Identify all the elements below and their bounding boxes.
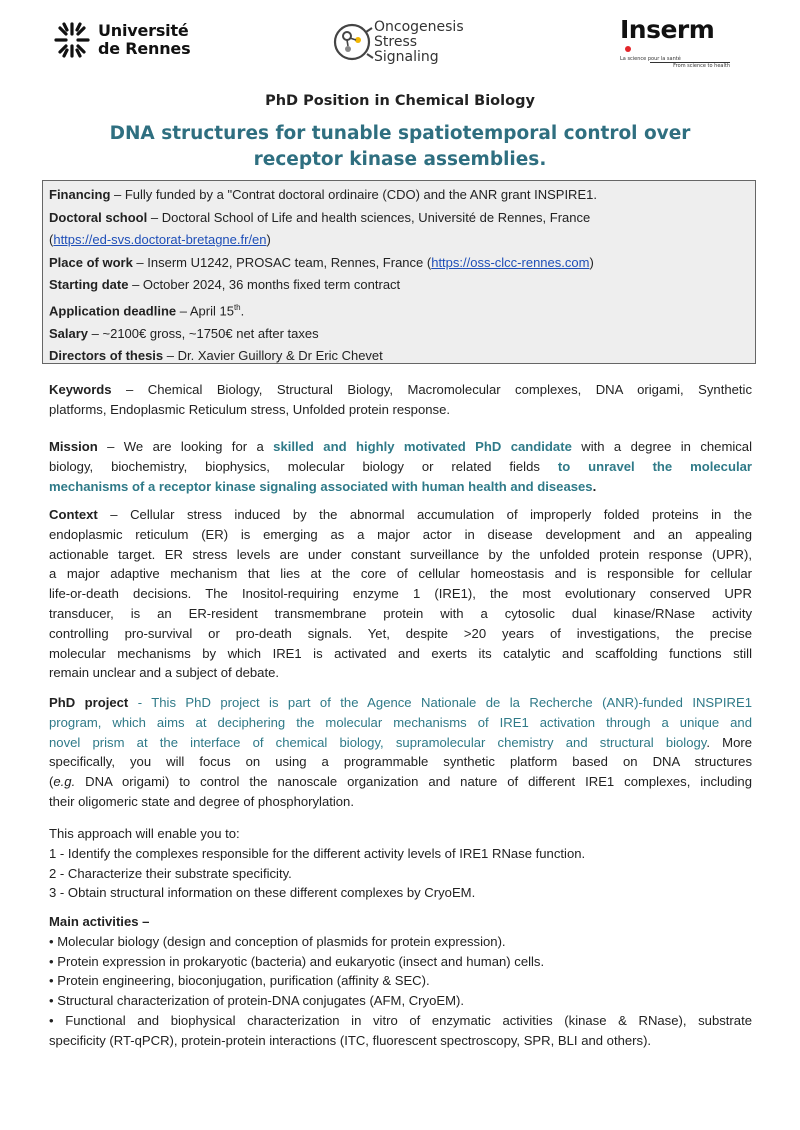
oss-logo-line2: Stress: [374, 33, 418, 50]
activity-item-2: • Protein expression in prokaryotic (bacteria) and eukaryotic (insect and human) cells.: [49, 953, 545, 969]
context-line-4: a major adaptive mechanism that lies at the core of cellular homeostasis and is responsible for cellular: [49, 566, 752, 582]
activity-item-3: • Protein engineering, bioconjugation, purification (affinity & SEC).: [49, 973, 430, 989]
team-website-link[interactable]: https://oss-clcc-rennes.com: [431, 254, 590, 270]
keywords-section: [49, 380, 752, 420]
inserm-tagline-en: From science to health: [650, 62, 730, 69]
salary-label: Salary: [49, 325, 89, 341]
main-title-line-1: DNA structures for tunable spatiotemporal control over: [109, 123, 691, 144]
main-title-line-2: receptor kinase assemblies.: [253, 149, 547, 170]
keywords-line-2: platforms, Endoplasmic Reticulum stress, Unfolded protein response.: [49, 401, 450, 417]
context-line-8: molecular mechanisms by which IRE1 is activated and exerts its catalytic and scaffolding functions still: [49, 645, 752, 661]
activity-item-1: • Molecular biology (design and conception of plasmids for protein expression).: [49, 933, 506, 949]
place-of-work-value: – Inserm U1242, PROSAC team, Rennes, France (: [132, 254, 432, 270]
project-line-3: novel prism at the interface of chemical biology, supramolecular chemistry and structural biology. More: [49, 734, 752, 750]
financing-row: [49, 184, 755, 207]
activity-item-4: • Structural characterization of protein-DNA conjugates (AFM, CryoEM).: [49, 993, 465, 1009]
doctoral-school-value: – Doctoral School of Life and health sciences, Université de Rennes, France: [147, 209, 591, 225]
place-of-work-row: Place of work – Inserm U1242, PROSAC team, Rennes, France (https://oss-clcc-rennes.com): [49, 254, 594, 270]
context-section: [49, 505, 752, 683]
mission-label: Mission: [49, 439, 98, 454]
activity-item-5: • Functional and biophysical characterization in vitro of enzymatic activities (kinase & RNase), substrate: [49, 1012, 752, 1028]
rennes-logo-line2: de Rennes: [98, 39, 191, 58]
mission-section: [49, 437, 752, 496]
approach-item-3: 3 - Obtain structural information on these different complexes by CryoEM.: [49, 885, 476, 901]
application-deadline-value: – April 15: [176, 303, 234, 319]
directors-label: Directors of thesis: [49, 348, 164, 364]
oss-molecule-icon: [330, 18, 374, 66]
rennes-star-icon: [52, 20, 92, 60]
context-line-1: Context – Cellular stress induced by the abnormal accumulation of improperly folded proteins in the: [49, 507, 752, 522]
project-label: PhD project: [49, 695, 129, 710]
context-line-2: endoplasmic reticulum (ER) is emerging as a major actor in disease development and an appealing: [49, 526, 752, 542]
keywords-label: Keywords: [49, 382, 112, 397]
financing-value: – Fully funded by a "Contrat doctoral ordinaire (CDO) and the ANR grant INSPIRE1.: [110, 187, 597, 202]
project-line-2: program, which aims at deciphering the molecular mechanisms of IRE1 activation through a unique and: [49, 714, 752, 730]
doctoral-school-link[interactable]: https://ed-svs.doctorat-bretagne.fr/en: [53, 232, 267, 248]
approach-section: [49, 824, 752, 903]
position-info-box: [42, 180, 756, 364]
application-deadline-label: Application deadline: [49, 303, 177, 319]
page-header: [0, 0, 800, 80]
project-line-5: (e.g. DNA origami) to control the nanoscale organization and nature of different IRE1 complexes, including: [49, 774, 752, 790]
directors-value: – Dr. Xavier Guillory & Dr Eric Chevet: [163, 348, 383, 364]
main-title: [60, 121, 740, 173]
context-line-5: life-or-death decisions. The Inositol-requiring enzyme 1 (IRE1), the most evolutionary conserved UPR: [49, 586, 752, 602]
starting-date-value: – October 2024, 36 months fixed term contract: [128, 277, 401, 293]
project-line-6: their oligomeric state and degree of phosphorylation.: [49, 793, 354, 809]
phd-project-section: [49, 693, 752, 812]
doctoral-school-row: [49, 207, 755, 230]
salary-value: – ~2100€ gross, ~1750€ net after taxes: [88, 325, 319, 341]
oss-logo-line3: Signaling: [374, 48, 439, 65]
place-of-work-label: Place of work: [49, 254, 133, 270]
context-label: Context: [49, 507, 98, 522]
position-title: PhD Position in Chemical Biology: [265, 93, 535, 109]
starting-date-row: [49, 274, 755, 297]
inserm-wordmark: Inserm: [620, 15, 715, 44]
activities-label: Main activities: [49, 914, 139, 929]
oss-logo-line1: Oncogenesis: [374, 18, 464, 35]
doctoral-school-label: Doctoral school: [49, 209, 148, 225]
directors-row: [49, 345, 755, 368]
keywords-line-1: Keywords – Chemical Biology, Structural Biology, Macromolecular complexes, DNA origami, Synthetic: [49, 382, 752, 397]
approach-item-1: 1 - Identify the complexes responsible for the different activity levels of IRE1 RNase function.: [49, 845, 586, 861]
project-line-1: PhD project - This PhD project is part of the Agence Nationale de la Recherche (ANR)-funded INSPIRE1: [49, 695, 753, 710]
activity-item-5-cont: specificity (RT-qPCR), protein-protein interactions (ITC, fluorescent spectroscopy, SPR, BLI and others).: [49, 1032, 652, 1048]
starting-date-label: Starting date: [49, 277, 129, 293]
mission-line-3: mechanisms of a receptor kinase signaling associated with human health and diseases.: [49, 478, 597, 494]
financing-label: Financing: [49, 187, 111, 202]
context-line-6: transducer, is an ER-resident transmembrane protein with a cytosolic dual kinase/RNase activity: [49, 605, 752, 621]
context-line-9: remain unclear and a subject of debate.: [49, 665, 280, 681]
universite-de-rennes-logo: [52, 20, 190, 60]
application-deadline-row: Application deadline – April 15th.: [49, 302, 245, 319]
inserm-red-dot-icon: [625, 46, 631, 52]
inserm-logo: [620, 16, 730, 69]
activities-heading: Main activities –: [49, 914, 150, 929]
salary-row: [49, 323, 755, 346]
project-line-4: specifically, you will focus on using a programmable synthetic platform based on DNA structures: [49, 754, 752, 770]
approach-item-2: 2 - Characterize their substrate specificity.: [49, 865, 292, 881]
oncogenesis-stress-signaling-logo: [330, 18, 464, 66]
context-line-3: actionable target. ER stress levels are under constant surveillance by the unfolded protein response (UPR),: [49, 546, 752, 562]
rennes-logo-line1: Université: [98, 21, 189, 40]
mission-line-2: biology, biochemistry, biophysics, molecular biology or related fields to unravel the molecular: [49, 458, 752, 474]
approach-intro: This approach will enable you to:: [49, 826, 240, 841]
main-activities-section: [49, 912, 752, 1051]
deadline-suffix: th: [233, 302, 241, 312]
mission-line-1: Mission – We are looking for a skilled and highly motivated PhD candidate with a degree in chemical: [49, 439, 753, 454]
doctoral-school-link-row: (https://ed-svs.doctorat-bretagne.fr/en): [49, 232, 271, 248]
context-line-7: controlling pro-survival or pro-death signals. Yet, despite >20 years of investigations, the precise: [49, 625, 752, 641]
inserm-tagline-fr: La science pour la santé: [620, 56, 681, 62]
